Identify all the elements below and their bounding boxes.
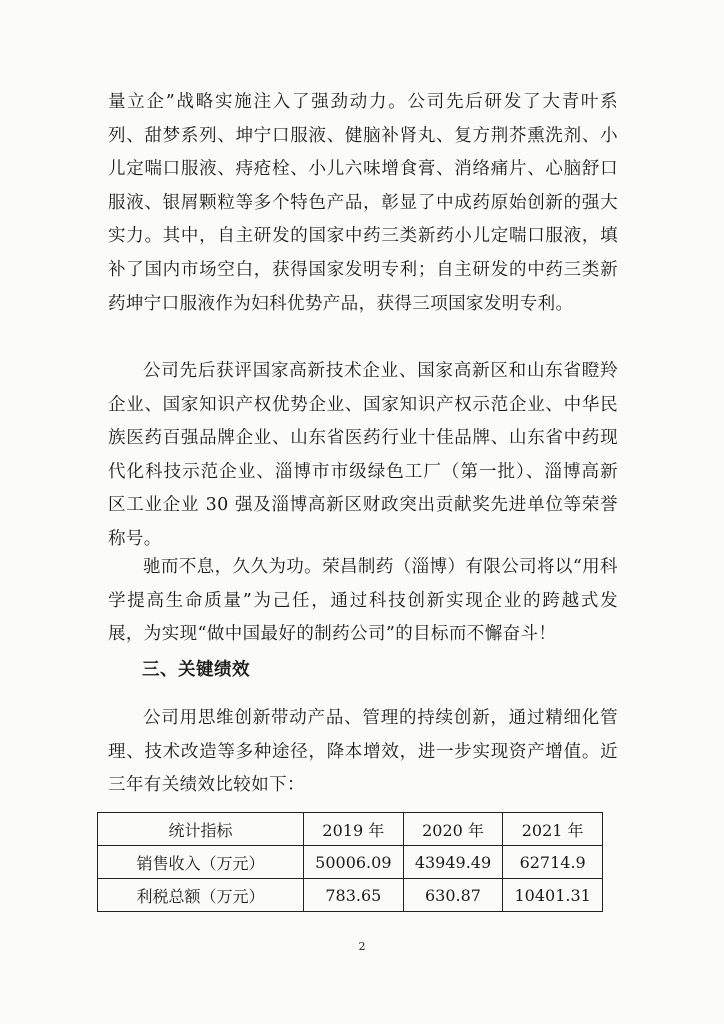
table-cell: 利税总额（万元）: [98, 879, 304, 912]
table-row: [98, 879, 603, 912]
paragraph-honors: 公司先后获评国家高新技术企业、国家高新区和山东省瞪羚企业、国家知识产权优势企业、国家知识产权示范企业、中华民族医药百强品牌企业、山东省医药行业十佳品牌、山东省中药现代化科技示范企业、淄博市市级绿色工厂（第一批）、淄博高新区工业企业 30 强及淄博高新区财政突出贡献奖先进单位等荣誉称号。: [108, 361, 618, 549]
table-cell: 783.65: [304, 879, 404, 912]
table-header-cell: 2020 年: [403, 813, 503, 846]
table-row: [98, 846, 603, 879]
table-cell: 43949.49: [403, 846, 503, 879]
table-header-cell: 2019 年: [304, 813, 404, 846]
table-header-cell: 统计指标: [98, 813, 304, 846]
paragraph-performance-intro: 公司用思维创新带动产品、管理的持续创新，通过精细化管理、技术改造等多种途径，降本增效，进一步实现资产增值。近三年有关绩效比较如下：: [108, 708, 618, 796]
table-cell: 50006.09: [304, 846, 404, 879]
performance-table: [97, 812, 603, 912]
table-cell: 销售收入（万元）: [98, 846, 304, 879]
table-cell: 62714.9: [503, 846, 603, 879]
paragraph-mission: 驰而不息，久久为功。荣昌制药（淄博）有限公司将以“用科学提高生命质量”为己任，通过科技创新实现企业的跨越式发展，为实现“做中国最好的制药公司”的目标而不懈奋斗！: [108, 557, 618, 645]
table-cell: 630.87: [403, 879, 503, 912]
table-header-row: [98, 813, 603, 846]
page-number: 2: [358, 940, 366, 953]
section-heading-key-performance: 三、关键绩效: [142, 660, 250, 680]
table-header-cell: 2021 年: [503, 813, 603, 846]
table-cell: 10401.31: [503, 879, 603, 912]
paragraph-product-development: 量立企”战略实施注入了强劲动力。公司先后研发了大青叶系列、甜梦系列、坤宁口服液、健脑补肾丸、复方荆芥熏洗剂、小儿定喘口服液、痔疮栓、小儿六味增食膏、消络痛片、心脑舒口服液、银屑颗粒等多个特色产品，彰显了中成药原始创新的强大实力。其中，自主研发的国家中药三类新药小儿定喘口服液，填补了国内市场空白，获得国家发明专利；自主研发的中药三类新药坤宁口服液作为妇科优势产品，获得三项国家发明专利。: [108, 92, 618, 314]
